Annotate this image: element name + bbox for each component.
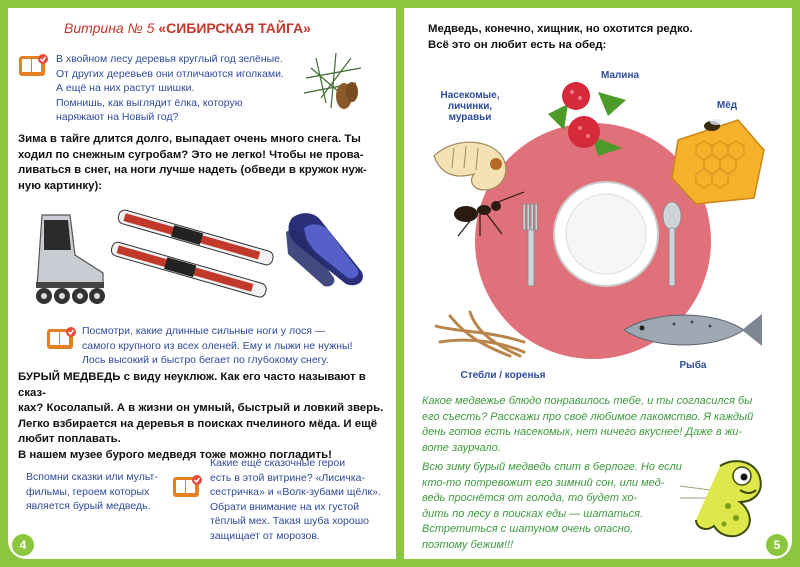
winter-paragraph: Зима в тайге длится долго, выпадает очень много снега. Ты ходил по снежным сугробам? Это не легко! Чтобы не прова- ливаться в снег, на ноги лучше надеть (обведи в кружок нуж- ную картинку): <box>18 133 367 192</box>
fairy-heroes-paragraph: Какие ещё сказочные герои есть в этой витрине? «Лисичка- сестричка» и «Волк-зубами щёлк». Обрати внимание на их густой тёплый мех. Такая шуба хорошо защищает от морозов. <box>210 457 381 542</box>
label-honey: Мёд <box>716 100 738 111</box>
bear-diet-intro: Медведь, конечно, хищник, но охотится редко. Всё это он любит есть на обед: <box>428 23 693 51</box>
raspberry-image <box>538 74 630 160</box>
favorite-dish-question: Какое медвежье блюдо понравилось тебе, и ты согласился бы его съесть? Расскажи про своё любимое лакомство. Я каждый день готов есть насекомых, нет ничего вкуснее! Даже в жи- воте заурчало. <box>422 395 754 454</box>
roots-image <box>430 306 530 366</box>
title-prefix: Витрина № 5 <box>64 20 155 36</box>
roller-skate-image[interactable] <box>30 210 110 308</box>
fish-image <box>614 308 764 354</box>
conifer-intro: В хвойном лесу деревья круглый год зелёные. От других деревьев они отличаются иголками. А ещё на них растут шишки. Помнишь, как выглядит ёлка, которую наряжают на Новый год? <box>56 53 284 123</box>
right-page <box>404 8 792 559</box>
title-main: «СИБИРСКАЯ ТАЙГА» <box>158 20 311 36</box>
book-icon-2 <box>46 327 78 351</box>
book-icon <box>18 54 50 78</box>
hibernation-paragraph: Всю зиму бурый медведь спит в берлоге. Но если кто-то потревожит его зимний сон, или мед- ведь проснётся от голода, то будет хо- дить по лесу в поисках еды — шататься. Встретиться с шатуном очень опасно, поэтому бежим!!! <box>422 461 682 551</box>
left-page <box>8 8 396 559</box>
fairy-tale-question: Вспомни сказки или мульт- фильмы, героем которых является бурый медведь. <box>26 471 158 512</box>
lizard-mascot-image <box>680 456 780 542</box>
bear-paragraph: БУРЫЙ МЕДВЕДЬ с виду неуклюж. Как его часто называют в сказ- ках? Косолапый. А в жизни он умный, быстрый и ловкий зверь. Легко взбирается на деревья в поисках пчелиного мёда. И ещё любит поплавать. В нашем музее бурого медведя тоже можно погладить! <box>18 371 384 461</box>
label-roots: Стебли / коренья <box>460 370 546 381</box>
label-raspberry: Малина <box>600 70 640 81</box>
pine-branch-image <box>296 48 366 118</box>
label-insects: Насекомые, личинки, муравьи <box>440 90 500 123</box>
moose-paragraph: Посмотри, какие длинные сильные ноги у лося — самого крупного из всех оленей. Ему и лыжи не нужны! Лось высокий и быстро бегает по глубокому снегу. <box>82 325 353 366</box>
flippers-image[interactable] <box>286 208 372 294</box>
page-number-right: 5 <box>766 534 788 556</box>
page-number-left: 4 <box>12 534 34 556</box>
skis-image[interactable] <box>104 204 282 300</box>
larva-and-ant-image <box>424 136 534 240</box>
page-title <box>64 20 311 36</box>
label-fish: Рыба <box>679 360 707 371</box>
book-icon-3 <box>172 475 204 499</box>
honeycomb-image <box>666 116 770 208</box>
